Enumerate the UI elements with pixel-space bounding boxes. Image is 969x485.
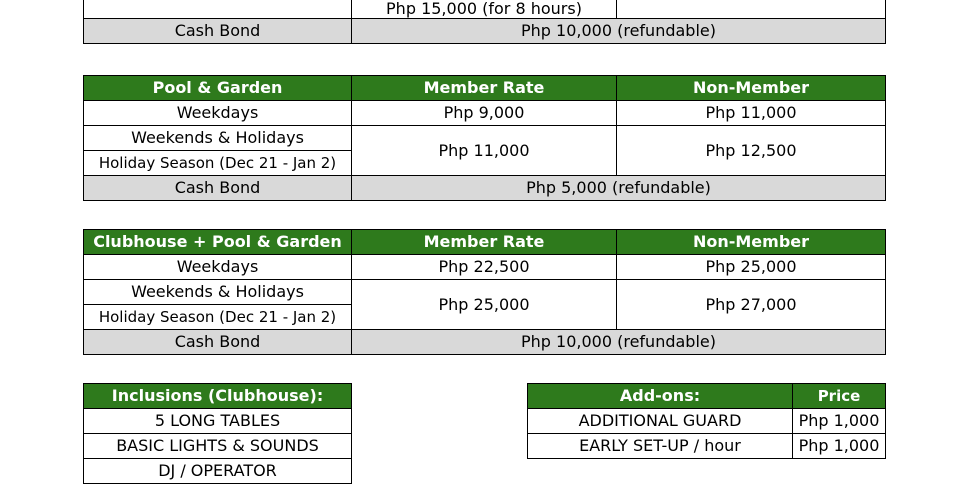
- cash-bond-value: Php 5,000 (refundable): [352, 176, 886, 201]
- table-header-title: Clubhouse + Pool & Garden: [84, 230, 352, 255]
- clubhouse-rates-table: [83, 0, 886, 44]
- inclusions-table: [83, 383, 352, 484]
- inclusion-item: DJ / OPERATOR: [84, 459, 352, 484]
- weekdays-non-member-rate: Php 11,000: [617, 101, 886, 126]
- table-header-non-member: Non-Member: [617, 76, 886, 101]
- addon-price: Php 1,000: [793, 409, 886, 434]
- inclusion-item: BASIC LIGHTS & SOUNDS: [84, 434, 352, 459]
- weekdays-member-rate: Php 22,500: [352, 255, 617, 280]
- weekends-label: Weekends & Holidays: [84, 280, 352, 305]
- weekends-label: Weekends & Holidays: [84, 126, 352, 151]
- weekends-member-rate: Php 11,000: [352, 126, 617, 176]
- weekdays-member-rate: Php 9,000: [352, 101, 617, 126]
- inclusions-header: Inclusions (Clubhouse):: [84, 384, 352, 409]
- table-header-title: Pool & Garden: [84, 76, 352, 101]
- weekdays-label: Weekdays: [84, 101, 352, 126]
- addon-name: ADDITIONAL GUARD: [528, 409, 793, 434]
- combo-rates-table: [83, 229, 886, 355]
- cash-bond-label: Cash Bond: [84, 19, 352, 44]
- holiday-season-label: Holiday Season (Dec 21 - Jan 2): [84, 151, 352, 176]
- rate-value-cell: Php 15,000 (for 8 hours): [352, 0, 617, 19]
- rate-value-cell: [617, 0, 886, 19]
- weekends-non-member-rate: Php 12,500: [617, 126, 886, 176]
- table-header-non-member: Non-Member: [617, 230, 886, 255]
- addons-table: [527, 383, 886, 459]
- cash-bond-value: Php 10,000 (refundable): [352, 19, 886, 44]
- inclusion-item: 5 LONG TABLES: [84, 409, 352, 434]
- weekends-non-member-rate: Php 27,000: [617, 280, 886, 330]
- table-header-member: Member Rate: [352, 76, 617, 101]
- cash-bond-label: Cash Bond: [84, 330, 352, 355]
- rate-label-cell: [84, 0, 352, 19]
- addons-price-header: Price: [793, 384, 886, 409]
- weekdays-non-member-rate: Php 25,000: [617, 255, 886, 280]
- addons-header: Add-ons:: [528, 384, 793, 409]
- weekends-member-rate: Php 25,000: [352, 280, 617, 330]
- pool-garden-rates-table: [83, 75, 886, 201]
- addon-price: Php 1,000: [793, 434, 886, 459]
- cash-bond-label: Cash Bond: [84, 176, 352, 201]
- addon-name: EARLY SET-UP / hour: [528, 434, 793, 459]
- holiday-season-label: Holiday Season (Dec 21 - Jan 2): [84, 305, 352, 330]
- cash-bond-value: Php 10,000 (refundable): [352, 330, 886, 355]
- table-header-member: Member Rate: [352, 230, 617, 255]
- weekdays-label: Weekdays: [84, 255, 352, 280]
